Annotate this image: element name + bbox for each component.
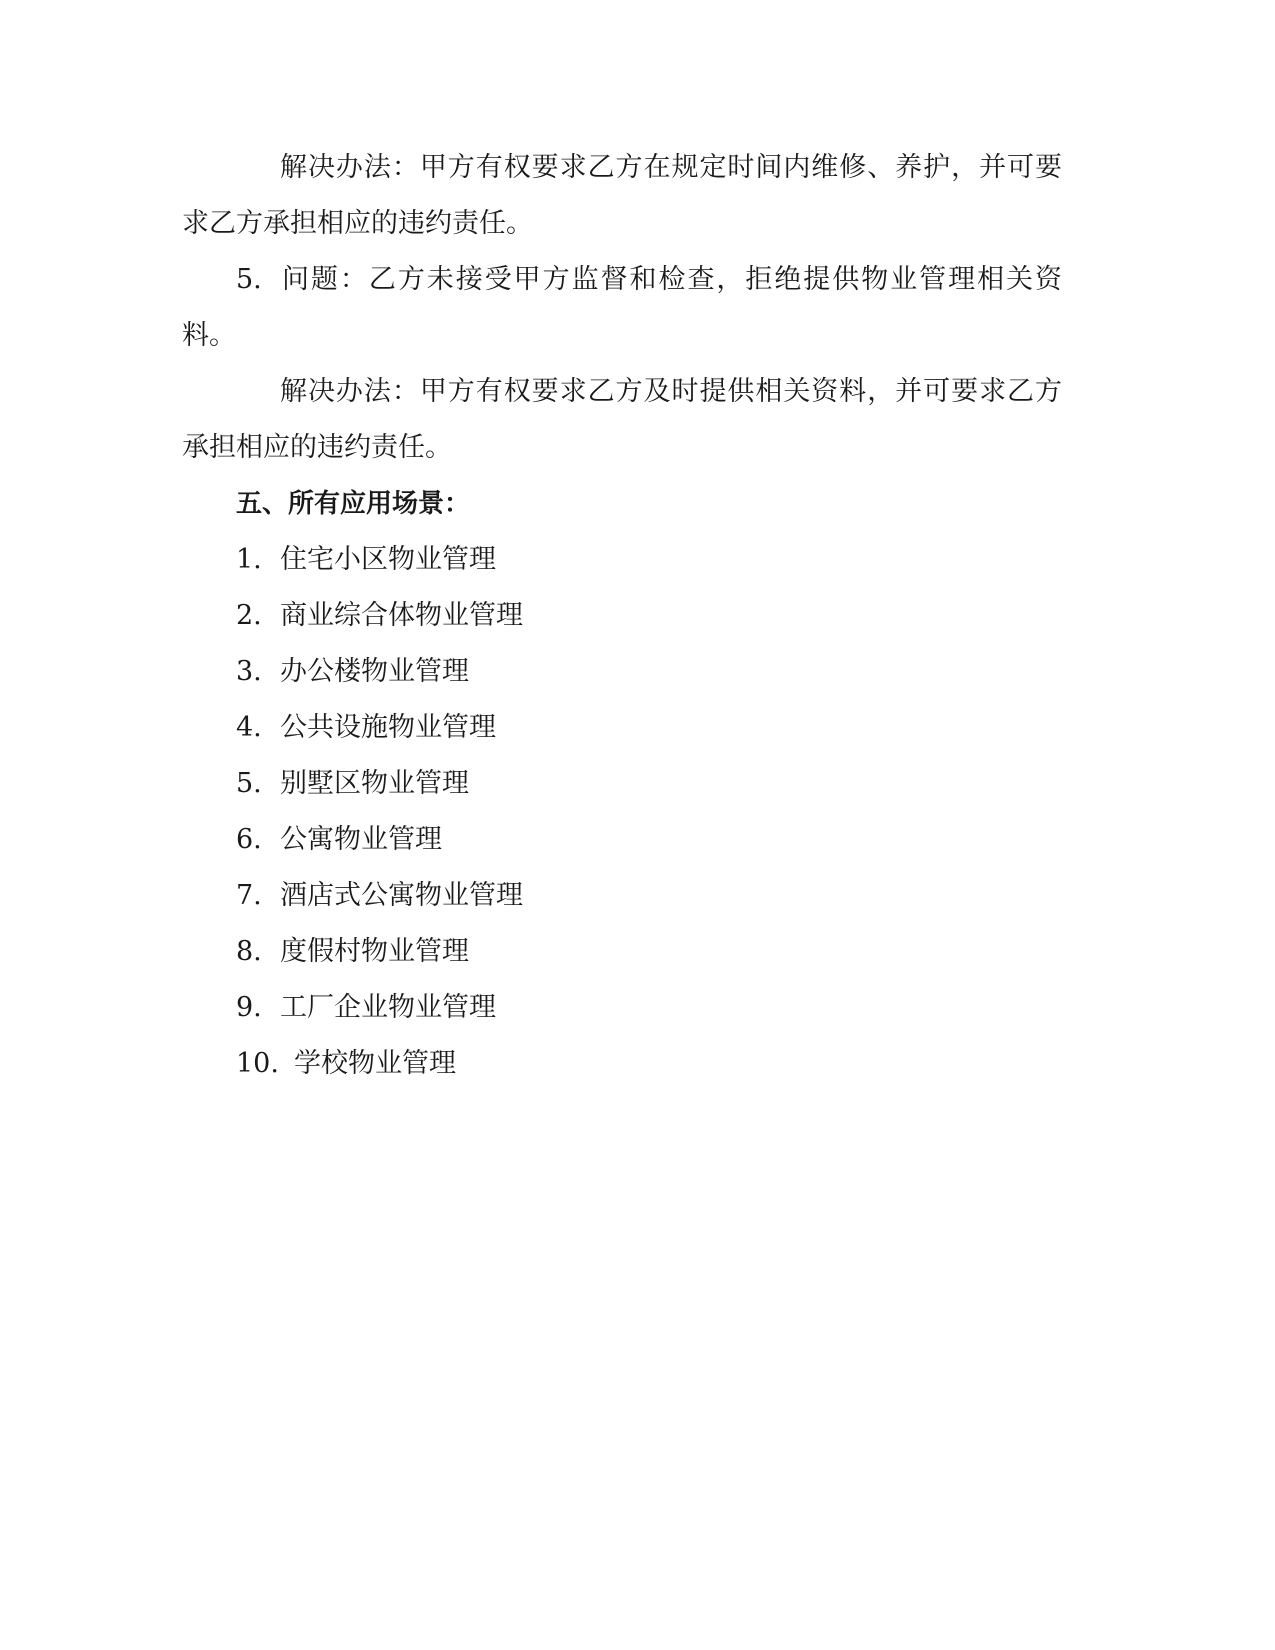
list-item [236, 980, 1062, 1036]
list-item-number: 3. [236, 656, 262, 687]
list-item-number: 7. [236, 880, 262, 911]
list-item-text: 度假村物业管理 [280, 936, 469, 967]
list-item [236, 532, 1062, 588]
problem-item-text: 问题：乙方未接受甲方监督和检查，拒绝提供物业管理相关资料。 [182, 264, 1062, 351]
solution-paragraph-1: 解决办法：甲方有权要求乙方在规定时间内维修、养护，并可要求乙方承担相应的违约责任。 [182, 152, 1062, 239]
list-item [236, 644, 1062, 700]
list-item-number: 9. [236, 992, 262, 1023]
list-item-text: 酒店式公寓物业管理 [280, 880, 523, 911]
list-item-number: 6. [236, 824, 262, 855]
list-item-number: 1. [236, 544, 262, 575]
list-item-text: 住宅小区物业管理 [280, 544, 496, 575]
solution-paragraph-2: 解决办法：甲方有权要求乙方及时提供相关资料，并可要求乙方承担相应的违约责任。 [182, 376, 1062, 463]
list-item-text: 公寓物业管理 [280, 824, 442, 855]
problem-item-number: 5. [236, 264, 262, 295]
list-item-number: 4. [236, 712, 262, 743]
list-item [236, 868, 1062, 924]
list-item-text: 学校物业管理 [294, 1048, 456, 1079]
problem-item-5 [182, 252, 1062, 364]
list-item [236, 700, 1062, 756]
list-item-text: 公共设施物业管理 [280, 712, 496, 743]
list-item [236, 924, 1062, 980]
section-heading: 五、所有应用场景： [236, 489, 471, 519]
list-item-text: 办公楼物业管理 [280, 656, 469, 687]
list-item-text: 商业综合体物业管理 [280, 600, 523, 631]
list-item-number: 8. [236, 936, 262, 967]
list-item-text: 别墅区物业管理 [280, 768, 469, 799]
document-body [182, 140, 1062, 1092]
list-item-number: 10. [236, 1048, 279, 1079]
scenario-list [182, 532, 1062, 1092]
list-item-text: 工厂企业物业管理 [280, 992, 496, 1023]
list-item [236, 812, 1062, 868]
list-item [236, 1036, 1062, 1092]
list-item-number: 5. [236, 768, 262, 799]
list-item-number: 2. [236, 600, 262, 631]
list-item [236, 756, 1062, 812]
list-item [236, 588, 1062, 644]
